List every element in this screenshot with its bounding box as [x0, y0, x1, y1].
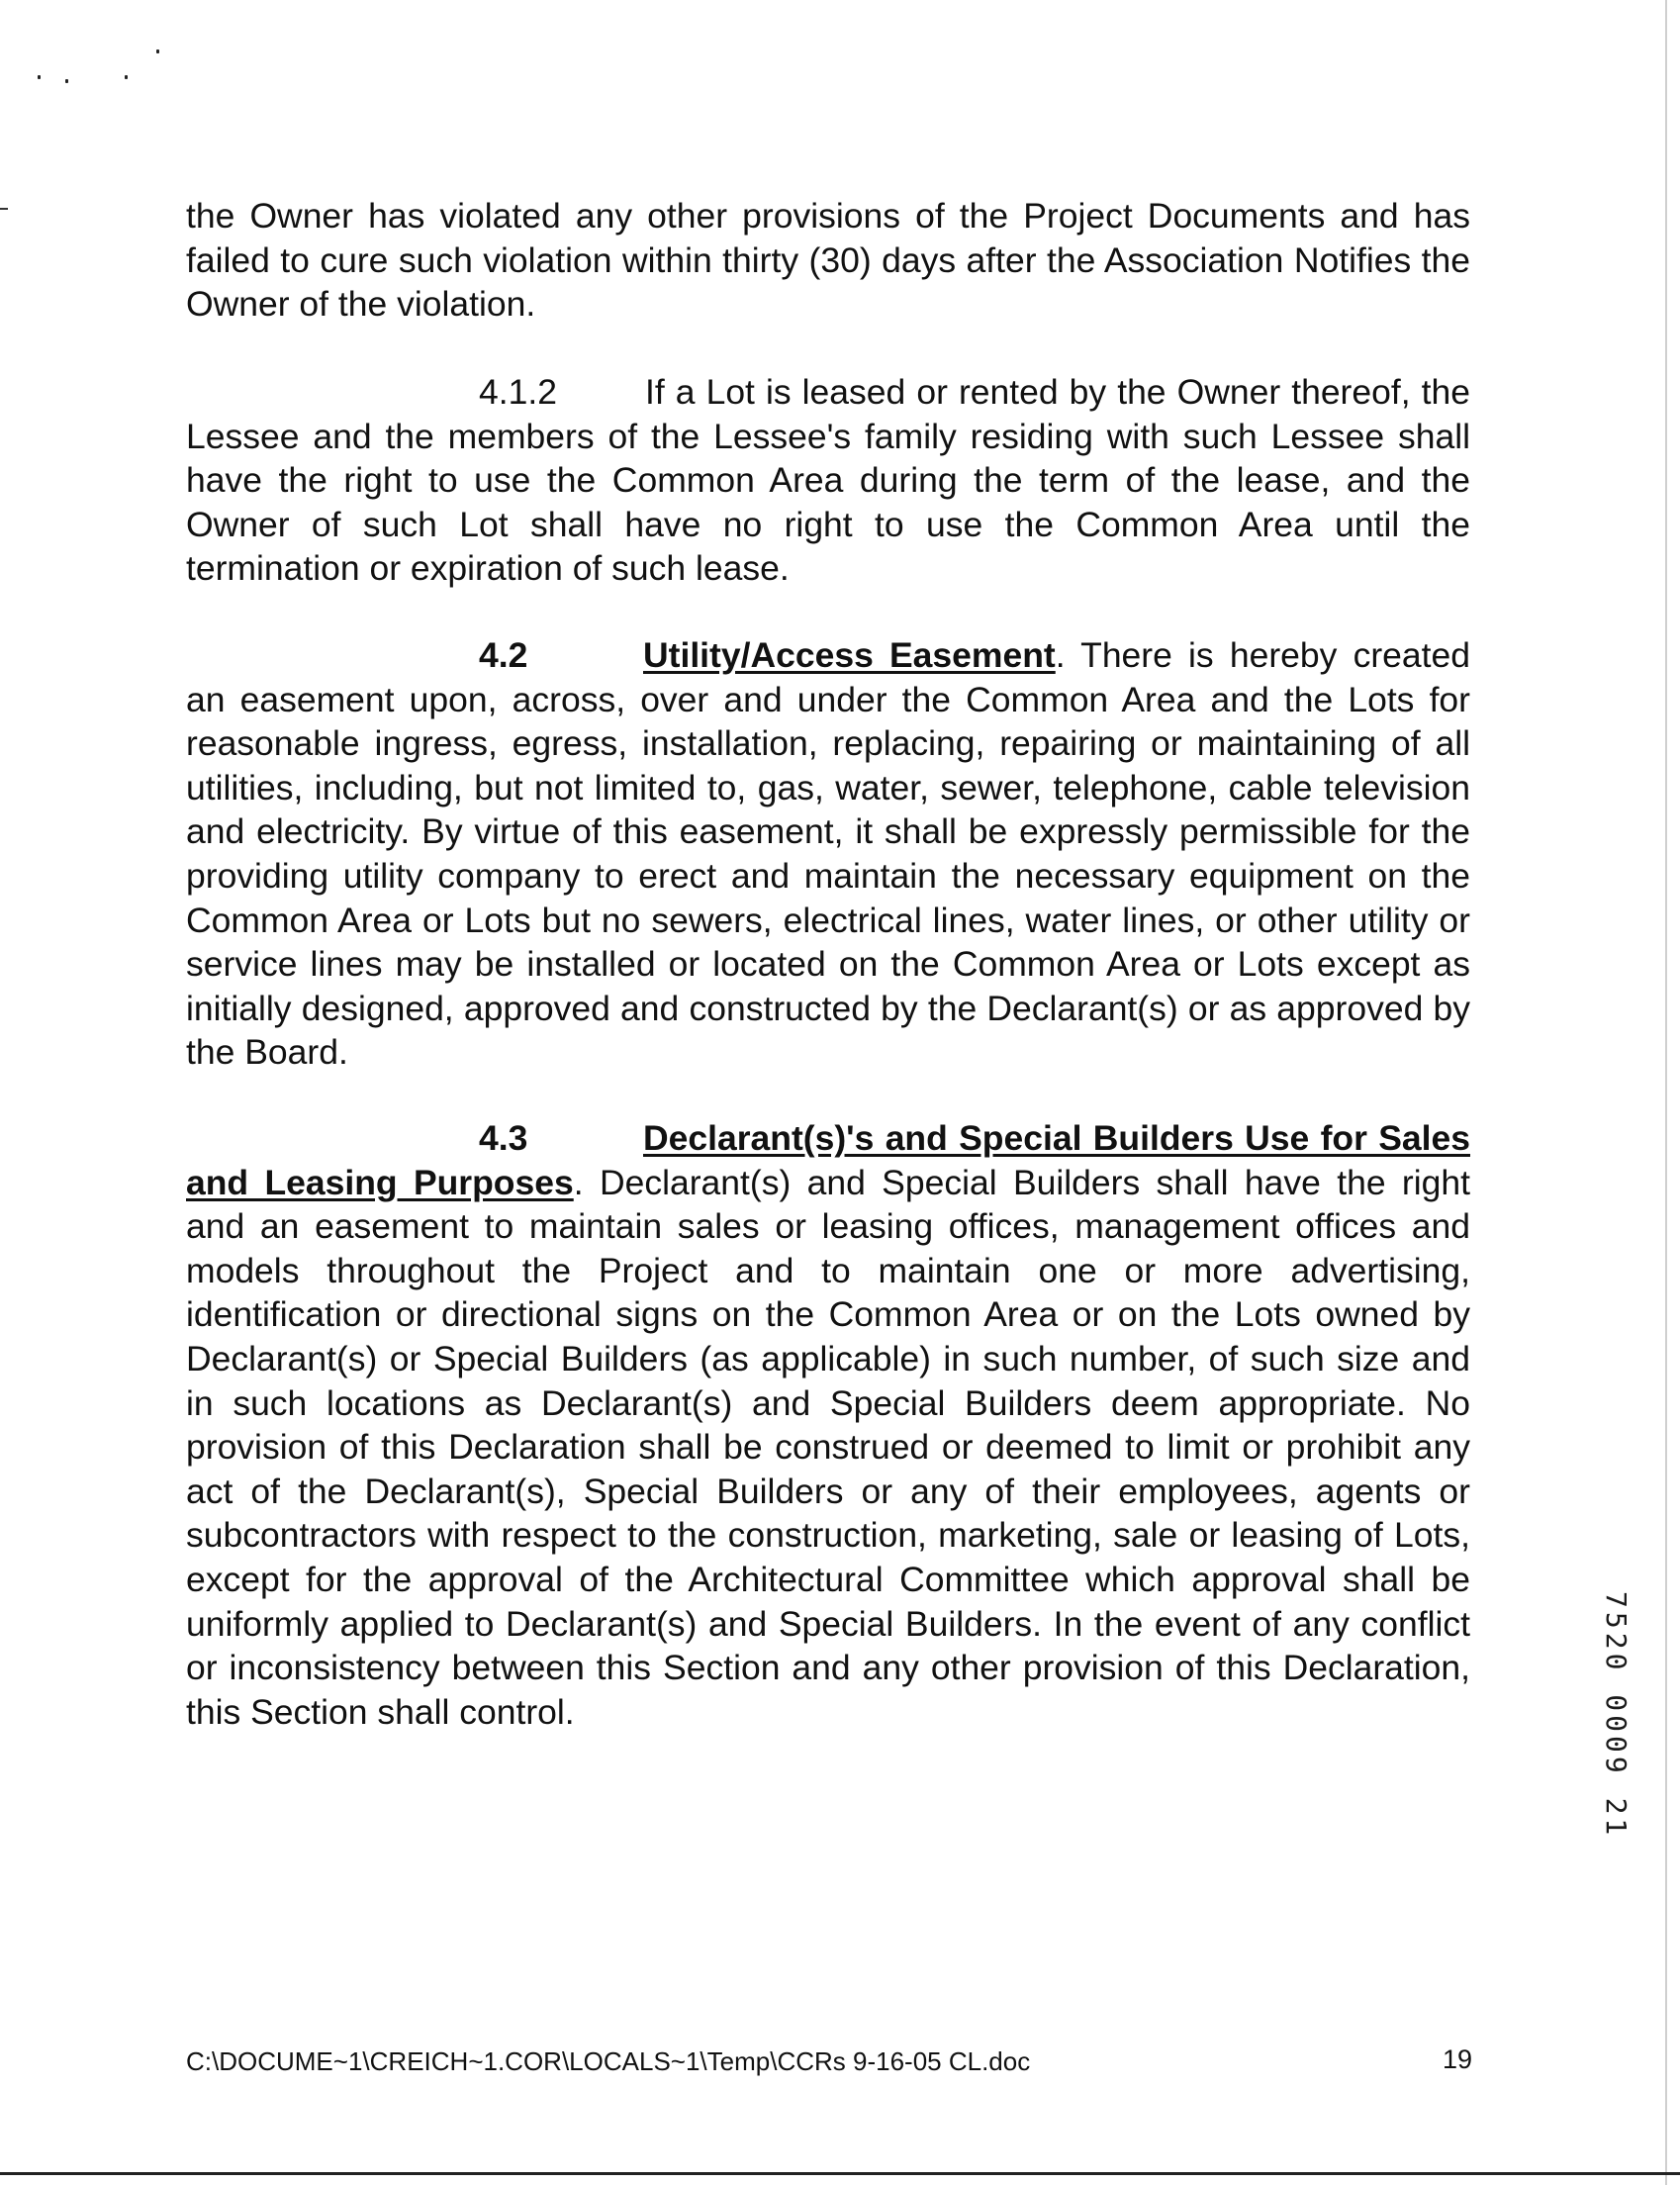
section-4-3 — [186, 1116, 1470, 1734]
bates-stamp-text: 7520 0009 21 — [1600, 1591, 1633, 1840]
section-4-3-text: . Declarant(s) and Special Builders shall have the right and an easement to maintain sales or leasing offices, management offices and models throughout the Project and to maintain one or more advertising, identification or directional signs on the Common Area or on the Lots owned by Declarant(s) or Special Builders (as applicable) in such number, of such size and in such locations as Declarant(s) and Special Builders deem appropriate. No provision of this Declaration shall be construed or deemed to limit or prohibit any act of the Declarant(s), Special Builders or any of their employees, agents or subcontractors with respect to the construction, marketing, sale or leasing of Lots, except for the approval of the Architectural Committee which approval shall be uniformly applied to Declarant(s) and Special Builders. In the event of any conflict or inconsistency between this Section and any other provision of this Declaration, this Section shall control. — [186, 1162, 1470, 1732]
section-number-4-2: 4.2 — [479, 635, 528, 675]
scan-bottom-edge — [0, 2172, 1680, 2175]
scan-edge-mark — [0, 208, 8, 210]
section-heading-4-3: Declarant(s)'s and Special Builders Use for Sales and Leasing Purposes — [186, 1118, 1470, 1202]
page-number: 19 — [1443, 2044, 1473, 2074]
bates-stamp — [1600, 1591, 1642, 1868]
section-number-4-3: 4.3 — [479, 1118, 528, 1158]
paragraph-4-1-2 — [186, 370, 1470, 591]
scan-right-edge — [1665, 0, 1667, 2185]
scan-artifact-specks — [30, 42, 178, 91]
section-4-2 — [186, 633, 1470, 1075]
footer-file-path: C:\DOCUME~1\CREICH~1.COR\LOCALS~1\Temp\CCRs 9-16-05 CL.doc — [186, 2046, 1031, 2076]
section-number-4-1-2: 4.1.2 — [479, 372, 557, 412]
section-4-2-text: . There is hereby created an easement upon, across, over and under the Common Area and the Lots for reasonable ingress, egress, installation, replacing, repairing or maintaining of all utilities, including, but not limited to, gas, water, sewer, telephone, cable television and electricity. By virtue of this easement, it shall be expressly permissible for the providing utility company to erect and maintain the necessary equipment on the Common Area or Lots but no sewers, electrical lines, water lines, or other utility or service lines may be installed or located on the Common Area or Lots except as initially designed, approved and constructed by the Declarant(s) or as approved by the Board. — [186, 635, 1470, 1073]
paragraph-4-1-2-text: If a Lot is leased or rented by the Owner thereof, the Lessee and the members of the Lessee's family residing with such Lessee shall have the right to use the Common Area during the term of the lease, and the Owner of such Lot shall have no right to use the Common Area until the termination or expiration of such lease. — [186, 372, 1470, 589]
paragraph-continuation: the Owner has violated any other provisions of the Project Documents and has failed to cure such violation within thirty (30) days after the Association Notifies the Owner of the violation. — [186, 196, 1470, 325]
section-heading-4-2: Utility/Access Easement — [643, 635, 1056, 675]
